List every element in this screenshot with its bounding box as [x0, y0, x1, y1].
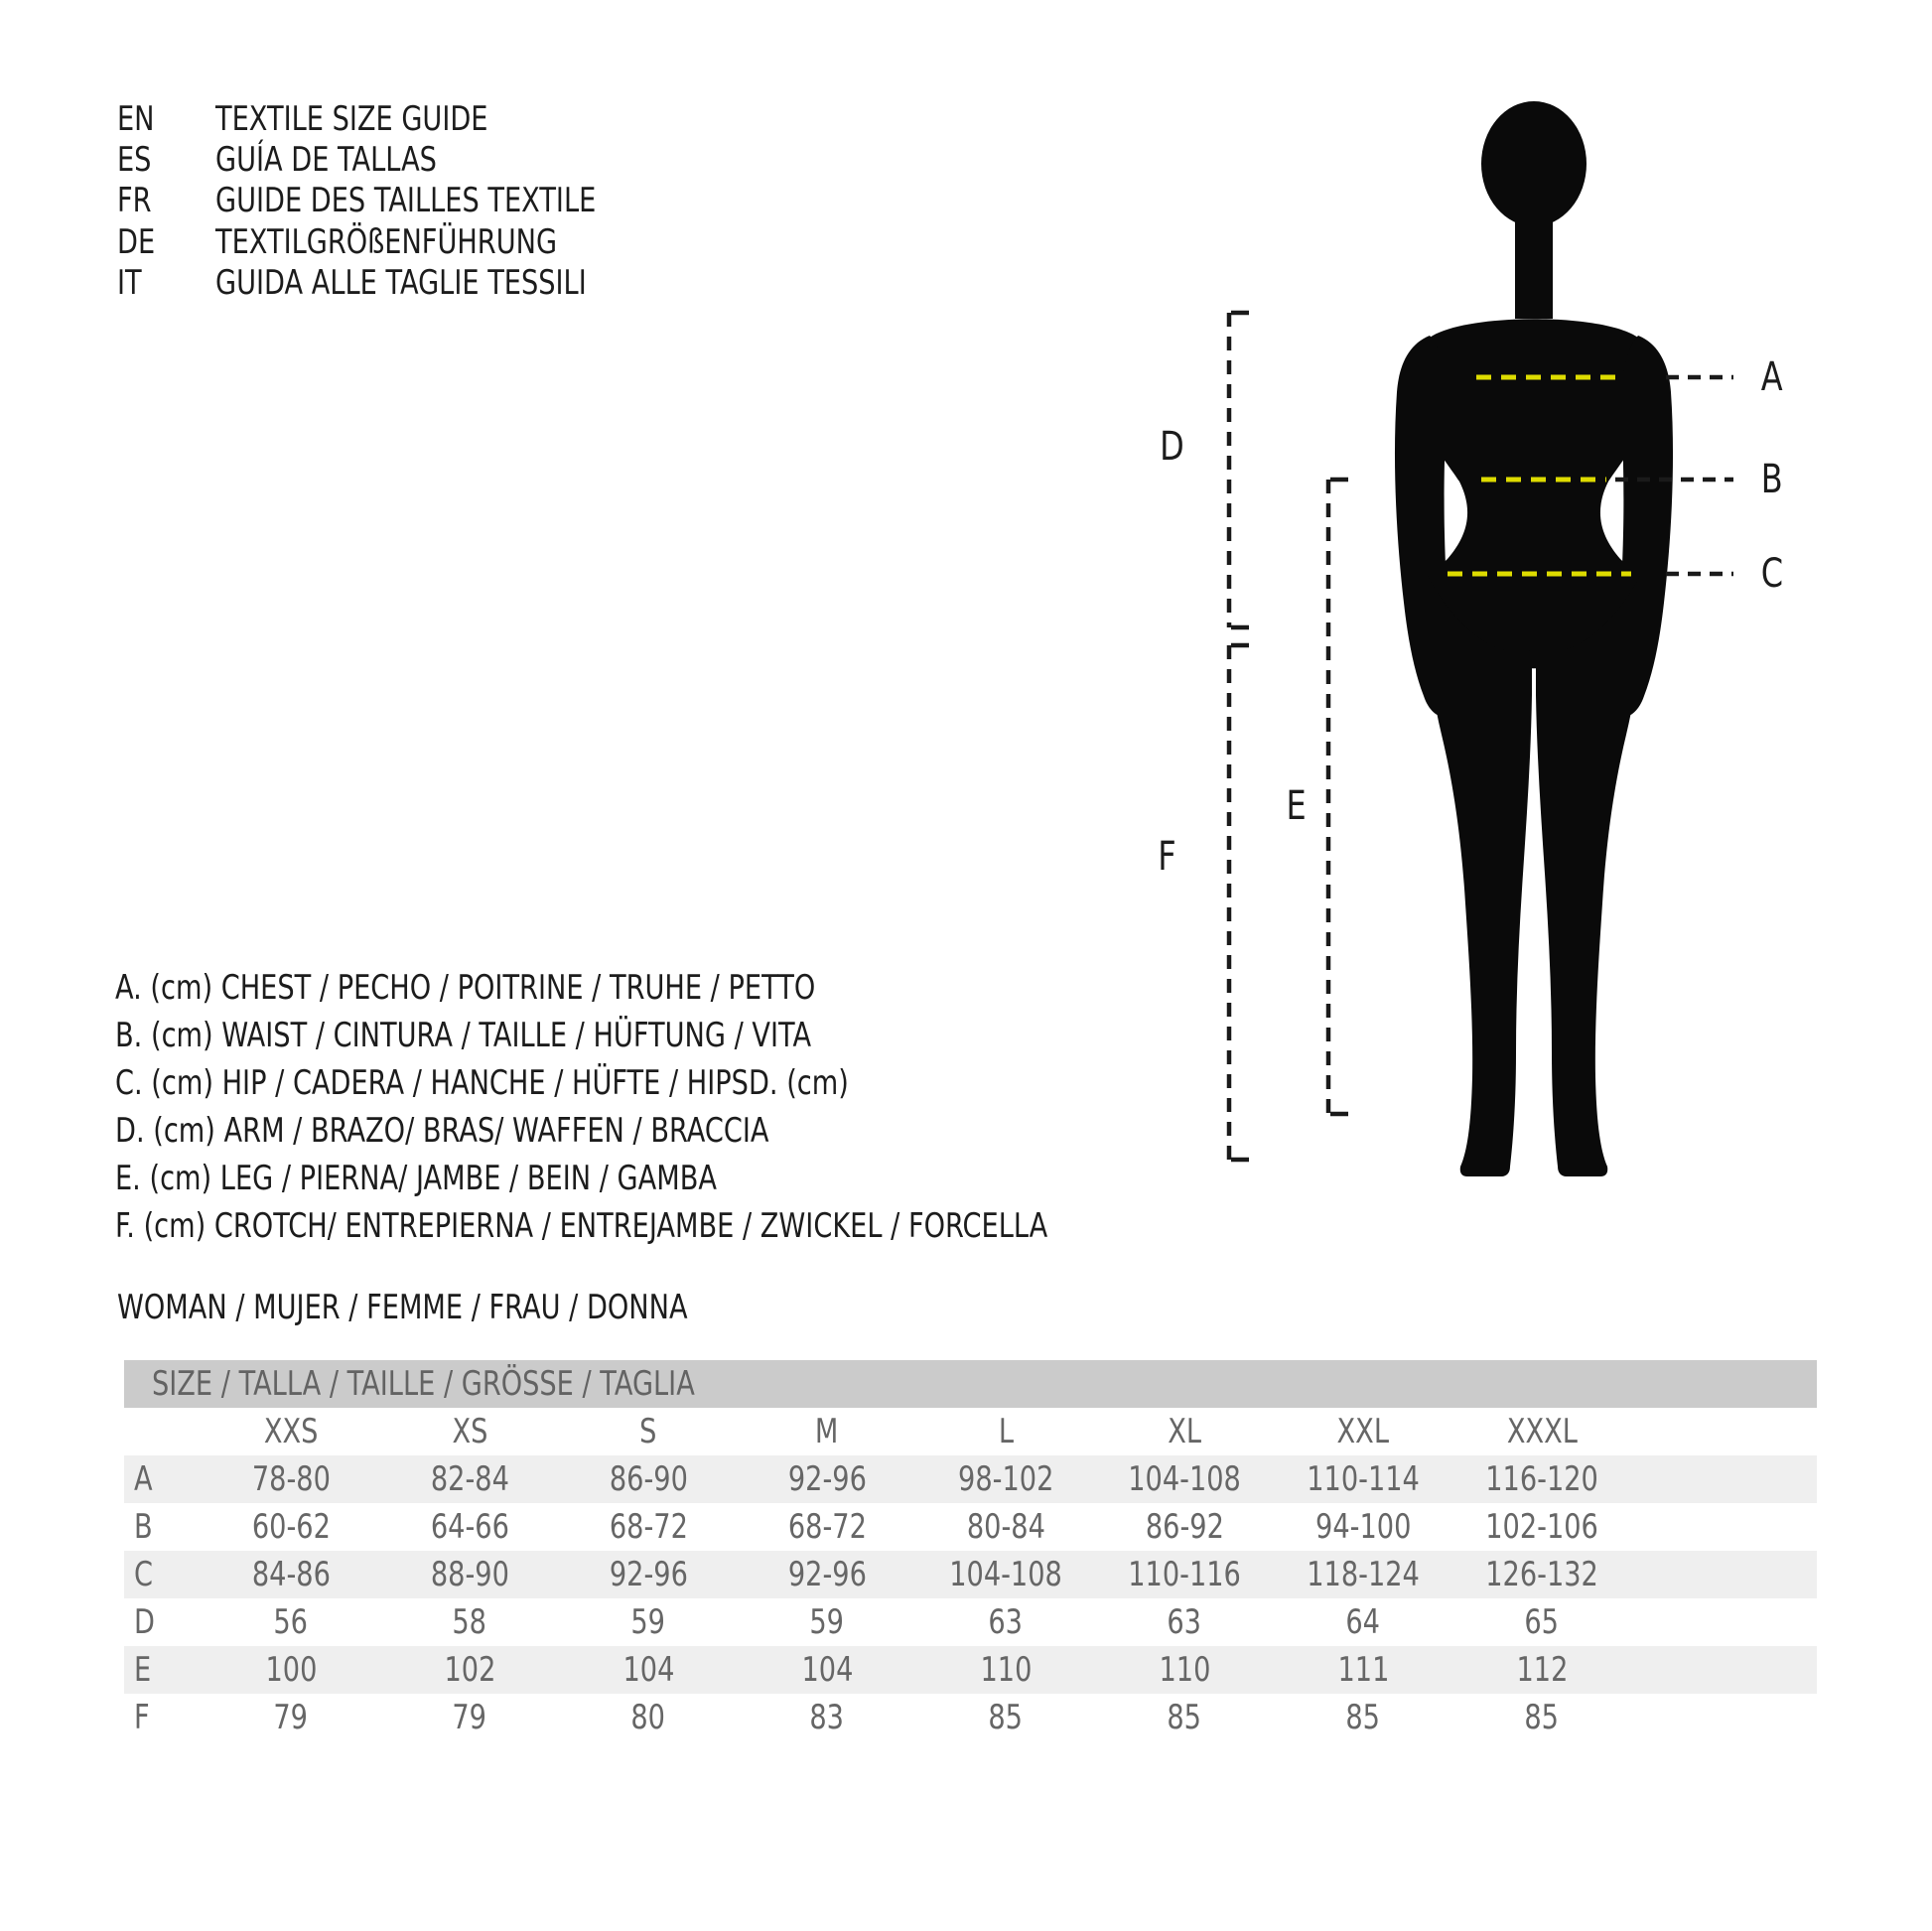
cell-value: 100	[265, 1650, 317, 1690]
table-cell	[916, 1507, 1095, 1547]
table-cell	[916, 1650, 1095, 1690]
cell-value: 126-132	[1485, 1555, 1598, 1594]
table-cell	[559, 1698, 738, 1737]
figure-label-d-text: D	[1159, 424, 1184, 470]
category-title-text: WOMAN / MUJER / FEMME / FRAU / DONNA	[117, 1288, 688, 1327]
size-col-label: L	[998, 1412, 1014, 1451]
figure-label-b-text: B	[1761, 457, 1783, 502]
table-cell	[559, 1459, 738, 1499]
cell-value: 110	[1159, 1650, 1210, 1690]
figure-label-c	[1747, 551, 1797, 597]
table-cell	[1274, 1555, 1452, 1594]
row-label-text: E	[134, 1650, 152, 1690]
cell-value: 94-100	[1314, 1507, 1412, 1547]
table-cell	[380, 1555, 559, 1594]
lang-title: TEXTILE SIZE GUIDE	[214, 99, 488, 139]
table-cell	[1095, 1650, 1274, 1690]
size-col-xxxl	[1452, 1412, 1631, 1451]
size-col-label: M	[815, 1412, 839, 1451]
cell-value: 80	[630, 1698, 666, 1737]
cell-value: 118-124	[1307, 1555, 1420, 1594]
table-cell	[1095, 1698, 1274, 1737]
table-cell	[380, 1602, 559, 1642]
figure-label-b	[1747, 457, 1797, 502]
cell-value: 86-90	[609, 1459, 688, 1499]
cell-value: 104-108	[1128, 1459, 1241, 1499]
size-table-header-bar	[124, 1360, 1817, 1408]
lang-title: GUIDE DES TAILLES TEXTILE	[214, 181, 597, 220]
measurement-diagram	[1142, 84, 1932, 1256]
table-cell	[738, 1459, 916, 1499]
size-col-label: XXL	[1336, 1412, 1390, 1451]
cell-value: 78-80	[251, 1459, 331, 1499]
cell-value: 79	[452, 1698, 487, 1737]
table-cell	[1452, 1507, 1631, 1547]
table-cell	[202, 1650, 380, 1690]
table-cell	[202, 1459, 380, 1499]
table-cell	[380, 1507, 559, 1547]
cell-value: 104	[622, 1650, 674, 1690]
size-col-s	[559, 1412, 738, 1451]
table-cell	[559, 1650, 738, 1690]
figure-label-d	[1147, 424, 1196, 470]
figure-label-e-text: E	[1286, 783, 1308, 829]
row-label	[124, 1507, 202, 1547]
lang-row-es	[117, 140, 492, 180]
table-row-e	[124, 1646, 1817, 1694]
cell-value: 84-86	[251, 1555, 331, 1594]
category-title	[117, 1288, 830, 1327]
cell-value: 59	[630, 1602, 666, 1642]
silhouette-right-leg	[1536, 576, 1641, 1176]
table-cell	[1452, 1698, 1631, 1737]
legend-text: A. (cm) CHEST / PECHO / POITRINE / TRUHE / PETTO	[115, 968, 816, 1008]
legend-text: D. (cm) ARM / BRAZO/ BRAS/ WAFFEN / BRACCIA	[115, 1111, 769, 1151]
cell-value: 64-66	[430, 1507, 509, 1547]
legend-item-leg	[115, 1159, 867, 1200]
size-col-xxl	[1274, 1412, 1452, 1451]
table-row-b	[124, 1503, 1817, 1551]
legend-item-hip	[115, 1063, 1033, 1105]
table-cell	[1095, 1555, 1274, 1594]
cell-value: 85	[1167, 1698, 1202, 1737]
lang-row-it	[117, 263, 679, 303]
cell-value: 102	[444, 1650, 495, 1690]
figure-label-c-text: C	[1760, 551, 1784, 597]
table-cell	[1452, 1602, 1631, 1642]
table-cell	[916, 1698, 1095, 1737]
lang-row-de	[117, 222, 642, 262]
cell-value: 85	[1524, 1698, 1560, 1737]
row-label-text: D	[134, 1602, 155, 1642]
table-cell	[738, 1650, 916, 1690]
size-col-label: XXXL	[1506, 1412, 1578, 1451]
silhouette-left-leg	[1427, 576, 1532, 1176]
cell-value: 80-84	[966, 1507, 1045, 1547]
cell-value: 85	[988, 1698, 1024, 1737]
cell-value: 98-102	[957, 1459, 1054, 1499]
size-col-label: XL	[1168, 1412, 1201, 1451]
cell-value: 110	[980, 1650, 1032, 1690]
lang-code: IT	[117, 263, 142, 303]
vertical-measure-lines	[1229, 313, 1348, 1160]
table-cell	[738, 1698, 916, 1737]
table-cell	[1095, 1602, 1274, 1642]
size-col-xxs	[202, 1412, 380, 1451]
cell-value: 65	[1524, 1602, 1560, 1642]
cell-value: 68-72	[787, 1507, 867, 1547]
cell-value: 112	[1516, 1650, 1568, 1690]
woman-silhouette	[1395, 101, 1673, 1176]
table-cell	[1274, 1459, 1452, 1499]
lang-title: GUIDA ALLE TAGLIE TESSILI	[214, 263, 587, 303]
lang-code: ES	[117, 140, 152, 180]
cell-value: 92-96	[787, 1459, 867, 1499]
table-row-d	[124, 1598, 1817, 1646]
row-label	[124, 1698, 202, 1737]
cell-value: 58	[452, 1602, 487, 1642]
size-table	[124, 1360, 1817, 1741]
legend-item-arm	[115, 1111, 932, 1153]
table-cell	[916, 1602, 1095, 1642]
row-label-text: A	[134, 1459, 153, 1499]
table-cell	[1274, 1650, 1452, 1690]
lang-code: FR	[117, 181, 152, 220]
size-col-xs	[380, 1412, 559, 1451]
figure-label-a	[1747, 354, 1797, 400]
legend-text: F. (cm) CROTCH/ ENTREPIERNA / ENTREJAMBE / ZWICKEL / FORCELLA	[115, 1206, 1048, 1246]
cell-value: 116-120	[1485, 1459, 1598, 1499]
cell-value: 104-108	[949, 1555, 1062, 1594]
table-cell	[1095, 1507, 1274, 1547]
table-cell	[1452, 1650, 1631, 1690]
table-cell	[738, 1507, 916, 1547]
table-cell	[738, 1602, 916, 1642]
table-cell	[380, 1650, 559, 1690]
figure-label-f-text: F	[1158, 834, 1177, 880]
cell-value: 60-62	[251, 1507, 331, 1547]
cell-value: 92-96	[609, 1555, 688, 1594]
table-cell	[202, 1555, 380, 1594]
table-cell	[1452, 1459, 1631, 1499]
size-header-row	[124, 1408, 1817, 1455]
cell-value: 102-106	[1485, 1507, 1598, 1547]
figure-label-a-text: A	[1761, 354, 1783, 400]
row-label	[124, 1650, 202, 1690]
table-cell	[1095, 1459, 1274, 1499]
cell-value: 88-90	[430, 1555, 509, 1594]
row-label	[124, 1555, 202, 1594]
cell-value: 111	[1337, 1650, 1389, 1690]
row-label-text: F	[134, 1698, 150, 1737]
cell-value: 59	[809, 1602, 845, 1642]
table-cell	[202, 1602, 380, 1642]
table-cell	[916, 1555, 1095, 1594]
cell-value: 85	[1345, 1698, 1381, 1737]
lang-title: GUÍA DE TALLAS	[214, 140, 437, 180]
cell-value: 56	[273, 1602, 309, 1642]
table-cell	[1274, 1507, 1452, 1547]
cell-value: 64	[1345, 1602, 1381, 1642]
size-table-header-text: SIZE / TALLA / TAILLE / GRÖSSE / TAGLIA	[152, 1364, 695, 1404]
table-cell	[1274, 1602, 1452, 1642]
legend-item-chest	[115, 968, 991, 1010]
size-col-label: S	[639, 1412, 657, 1451]
cell-value: 68-72	[609, 1507, 688, 1547]
cell-value: 82-84	[430, 1459, 509, 1499]
cell-value: 83	[809, 1698, 845, 1737]
cell-value: 63	[988, 1602, 1024, 1642]
cell-value: 110-116	[1128, 1555, 1241, 1594]
size-col-l	[916, 1412, 1095, 1451]
table-cell	[559, 1602, 738, 1642]
row-label	[124, 1602, 202, 1642]
table-cell	[380, 1459, 559, 1499]
silhouette-neck	[1515, 202, 1553, 319]
table-cell	[202, 1507, 380, 1547]
figure-label-f	[1143, 834, 1192, 880]
cell-value: 63	[1167, 1602, 1202, 1642]
row-label	[124, 1459, 202, 1499]
table-cell	[738, 1555, 916, 1594]
cell-value: 110-114	[1307, 1459, 1420, 1499]
table-cell	[916, 1459, 1095, 1499]
table-row-c	[124, 1551, 1817, 1598]
table-cell	[1274, 1698, 1452, 1737]
table-row-f	[124, 1694, 1817, 1741]
table-cell	[559, 1507, 738, 1547]
legend-text: C. (cm) HIP / CADERA / HANCHE / HÜFTE / HIPSD. (cm)	[115, 1063, 849, 1103]
size-col-label: XXS	[263, 1412, 319, 1451]
cell-value: 79	[273, 1698, 309, 1737]
size-col-label: XS	[452, 1412, 487, 1451]
legend-item-waist	[115, 1016, 985, 1057]
lang-row-en	[117, 99, 556, 139]
legend-item-crotch	[115, 1206, 1281, 1248]
row-label-text: B	[134, 1507, 153, 1547]
lang-code: EN	[117, 99, 155, 139]
table-cell	[559, 1555, 738, 1594]
cell-value: 86-92	[1145, 1507, 1224, 1547]
cell-value: 92-96	[787, 1555, 867, 1594]
cell-value: 104	[801, 1650, 853, 1690]
lang-title: TEXTILGRÖßENFÜHRUNG	[214, 222, 557, 262]
lang-code: DE	[117, 222, 156, 262]
table-row-a	[124, 1455, 1817, 1503]
size-col-xl	[1095, 1412, 1274, 1451]
legend-text: E. (cm) LEG / PIERNA/ JAMBE / BEIN / GAMBA	[115, 1159, 717, 1198]
size-col-m	[738, 1412, 916, 1451]
table-cell	[380, 1698, 559, 1737]
figure-label-e	[1272, 783, 1321, 829]
legend-text: B. (cm) WAIST / CINTURA / TAILLE / HÜFTUNG / VITA	[115, 1016, 812, 1055]
table-cell	[202, 1698, 380, 1737]
lang-row-fr	[117, 181, 691, 220]
row-label-text: C	[134, 1555, 153, 1594]
table-cell	[1452, 1555, 1631, 1594]
woman-silhouette-figure	[1142, 84, 1932, 1256]
